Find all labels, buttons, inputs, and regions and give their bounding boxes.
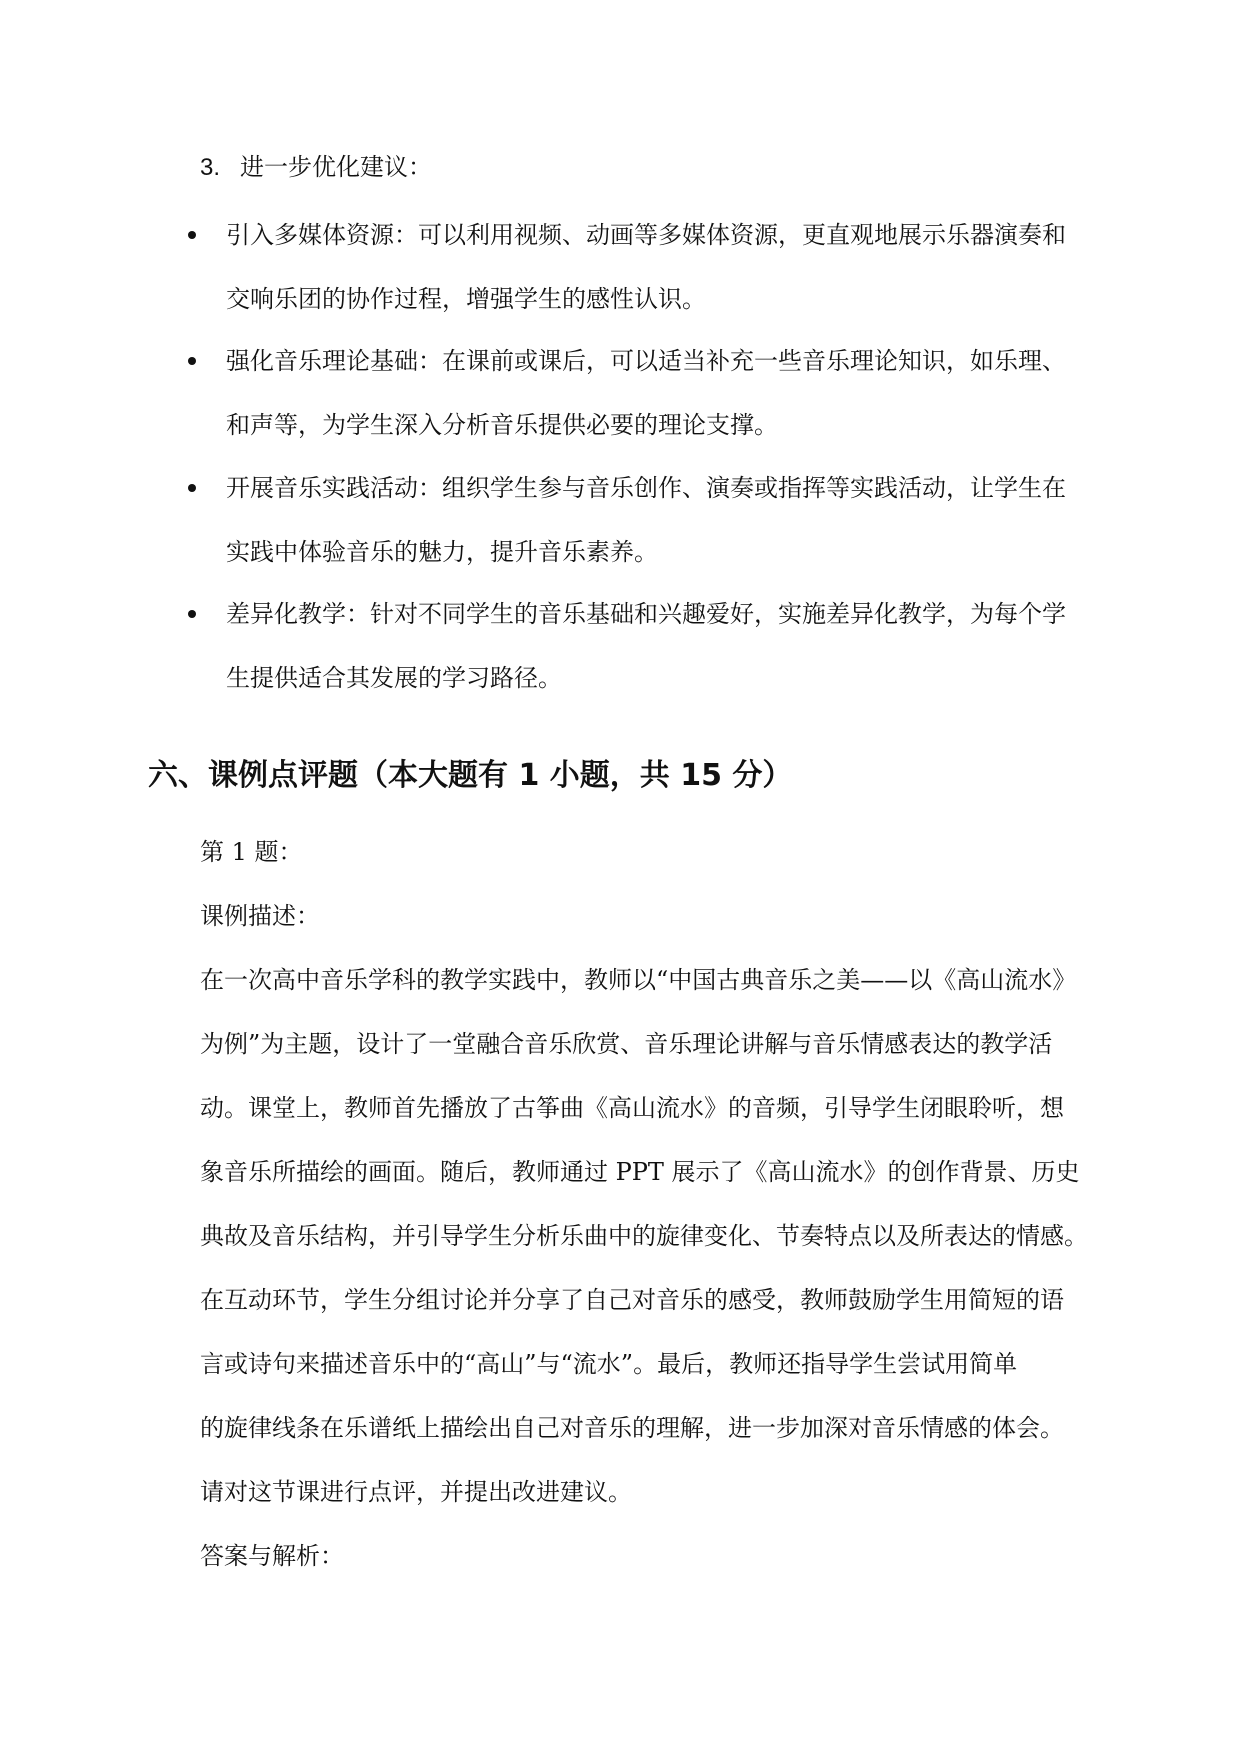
bullet-line: 和声等，为学生深入分析音乐提供必要的理论支撑。 [226,411,778,439]
bullet-dot-icon [188,231,196,239]
bullet-line: 引入多媒体资源：可以利用视频、动画等多媒体资源，更直观地展示乐器演奏和 [226,221,1066,249]
paragraph-line: 象音乐所描绘的画面。随后，教师通过 PPT 展示了《高山流水》的创作背景、历史 [200,1158,1080,1186]
question-label: 第 1 题： [200,838,303,866]
bullet-dot-icon [188,357,196,365]
item-number: 3. [200,154,221,181]
paragraph-line: 的旋律线条在乐谱纸上描绘出自己对音乐的理解，进一步加深对音乐情感的体会。 [200,1414,1064,1442]
paragraph-line: 典故及音乐结构，并引导学生分析乐曲中的旋律变化、节奏特点以及所表达的情感。 [200,1222,1088,1250]
paragraph-line: 在互动环节，学生分组讨论并分享了自己对音乐的感受，教师鼓励学生用简短的语 [200,1286,1064,1314]
bullet-line: 生提供适合其发展的学习路径。 [226,664,562,692]
description-label: 课例描述： [200,902,320,930]
paragraph-line: 动。课堂上，教师首先播放了古筝曲《高山流水》的音频，引导学生闭眼聆听，想 [200,1094,1064,1122]
bullet-line: 交响乐团的协作过程，增强学生的感性认识。 [226,285,706,313]
bullet-dot-icon [188,484,196,492]
paragraph-line: 为例”为主题，设计了一堂融合音乐欣赏、音乐理论讲解与音乐情感表达的教学活 [200,1030,1053,1058]
answer-label: 答案与解析： [200,1542,344,1570]
paragraph-line: 在一次高中音乐学科的教学实践中，教师以“中国古典音乐之美——以《高山流水》 [200,966,1077,994]
bullet-dot-icon [188,610,196,618]
paragraph-line: 言或诗句来描述音乐中的“高山”与“流水”。最后，教师还指导学生尝试用简单 [200,1350,1018,1378]
numbered-item-3 [200,151,432,184]
bullet-line: 实践中体验音乐的魅力，提升音乐素养。 [226,538,658,566]
item-text: 进一步优化建议： [240,153,432,181]
bullet-line: 强化音乐理论基础：在课前或课后，可以适当补充一些音乐理论知识，如乐理、 [226,347,1066,375]
paragraph-line: 请对这节课进行点评，并提出改进建议。 [200,1478,632,1506]
bullet-line: 开展音乐实践活动：组织学生参与音乐创作、演奏或指挥等实践活动，让学生在 [226,474,1066,502]
section-heading: 六、课例点评题（本大题有 1 小题，共 15 分） [148,758,793,793]
bullet-line: 差异化教学：针对不同学生的音乐基础和兴趣爱好，实施差异化教学，为每个学 [226,600,1066,628]
